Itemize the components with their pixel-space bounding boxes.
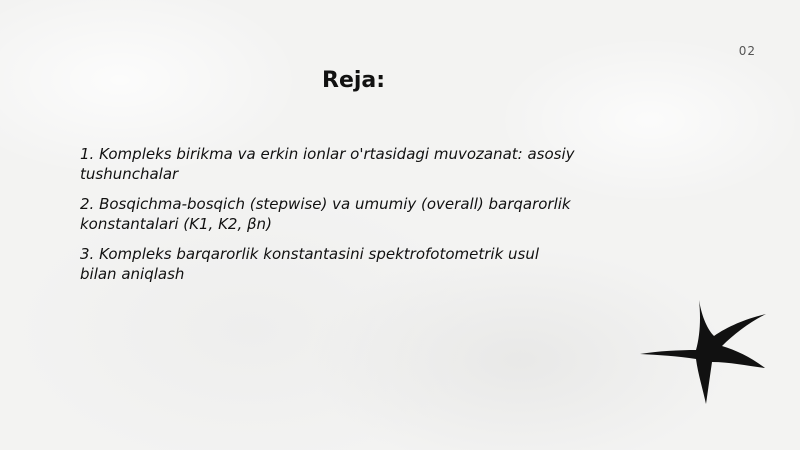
agenda-item: 2. Bosqichma-bosqich (stepwise) va umumiy (overall) barqarorlik konstantalari (K1, K2, βn) [80, 195, 571, 233]
agenda-item: 1. Kompleks birikma va erkin ionlar o'rtasidagi muvozanat: asosiy tushunchalar [80, 145, 575, 183]
page-number: 02 [738, 44, 756, 58]
slide-title: Reja: [322, 68, 386, 93]
agenda-item: 3. Kompleks barqarorlik konstantasini spektrofotometrik usul bilan aniqlash [80, 245, 540, 283]
agenda-list [80, 144, 580, 294]
four-point-star-icon [638, 296, 770, 408]
star-shape [640, 300, 766, 404]
